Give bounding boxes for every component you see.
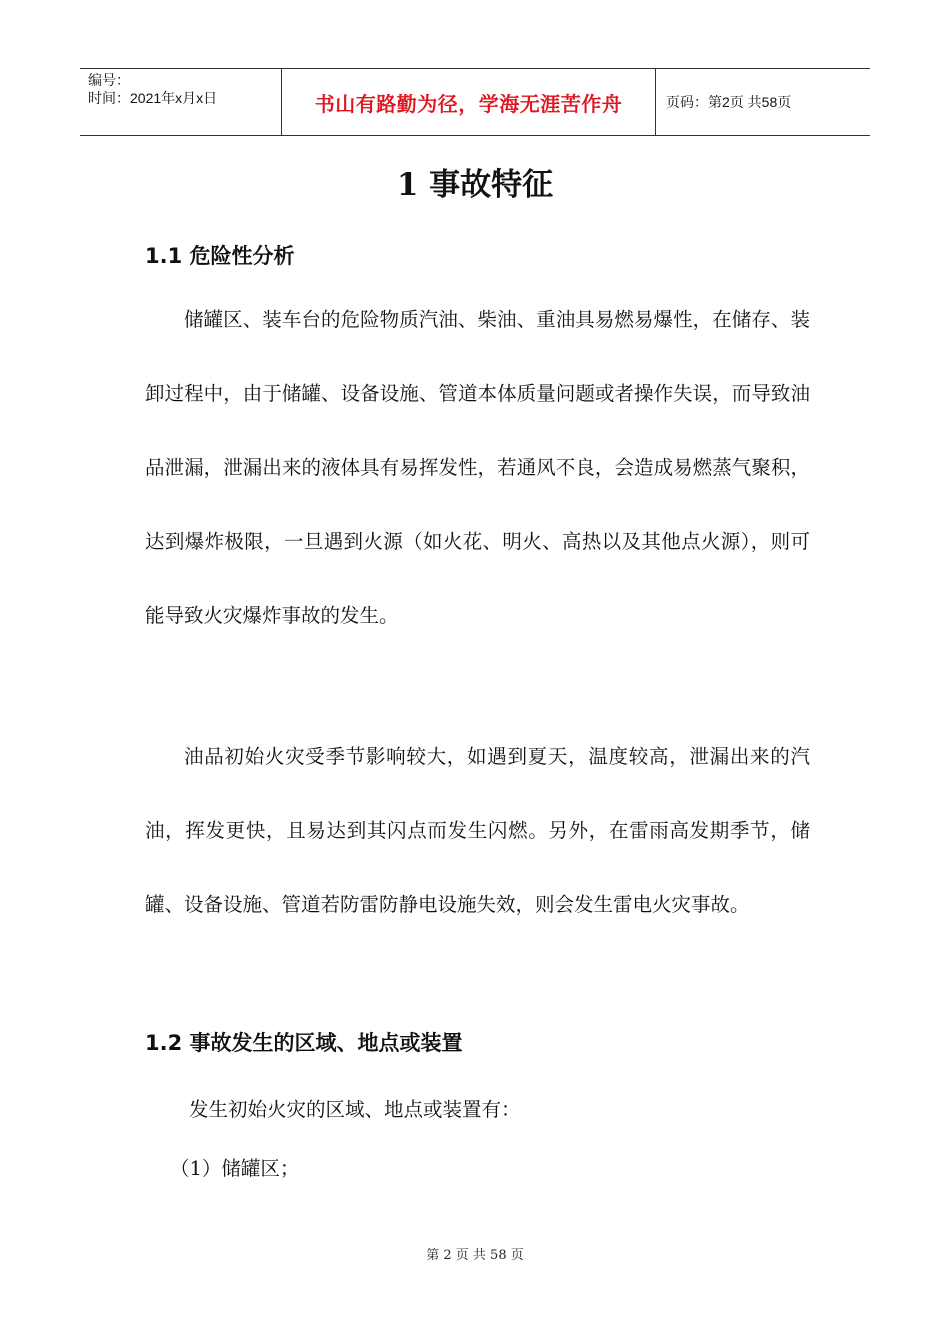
document-time: 时间：2021年x月x日 <box>88 90 218 106</box>
document-title: 1 事故特征 <box>396 167 554 203</box>
paragraph-hazard-analysis: 储罐区、装车台的危险物质汽油、柴油、重油具易燃易爆性，在储存、装卸过程中，由于储罐、设备设施、管道本体质量问题或者操作失误，而导致油品泄漏，泄漏出来的液体具有易挥发性，若通风不良，会造成易燃蒸气聚积，达到爆炸极限，一旦遇到火源（如火花、明火、高热以及其他点火源），则可能导致火灾爆炸事故的发生。 <box>145 308 810 627</box>
header-meta <box>80 69 282 135</box>
section-heading-1-2: 1.2 事故发生的区域、地点或装置 <box>145 1031 463 1055</box>
header-motto: 书山有路勤为径，学海无涯苦作舟 <box>282 69 656 135</box>
list-item: （1）储罐区； <box>170 1157 300 1180</box>
header-page-info: 页码：第2页 共58页 <box>666 94 792 110</box>
section-heading-1-1: 1.1 危险性分析 <box>145 244 295 268</box>
page-header <box>80 68 870 136</box>
page-footer: 第 2 页 共 58 页 <box>426 1248 524 1263</box>
paragraph-seasonal-influence: 油品初始火灾受季节影响较大，如遇到夏天，温度较高，泄漏出来的汽油，挥发更快，且易达到其闪点而发生闪燃。另外，在雷雨高发期季节，储罐、设备设施、管道若防雷防静电设施失效，则会发生雷电火灾事故。 <box>145 745 810 916</box>
section2-intro: 发生初始火灾的区域、地点或装置有： <box>189 1098 521 1121</box>
document-number-label: 编号： <box>88 72 130 88</box>
